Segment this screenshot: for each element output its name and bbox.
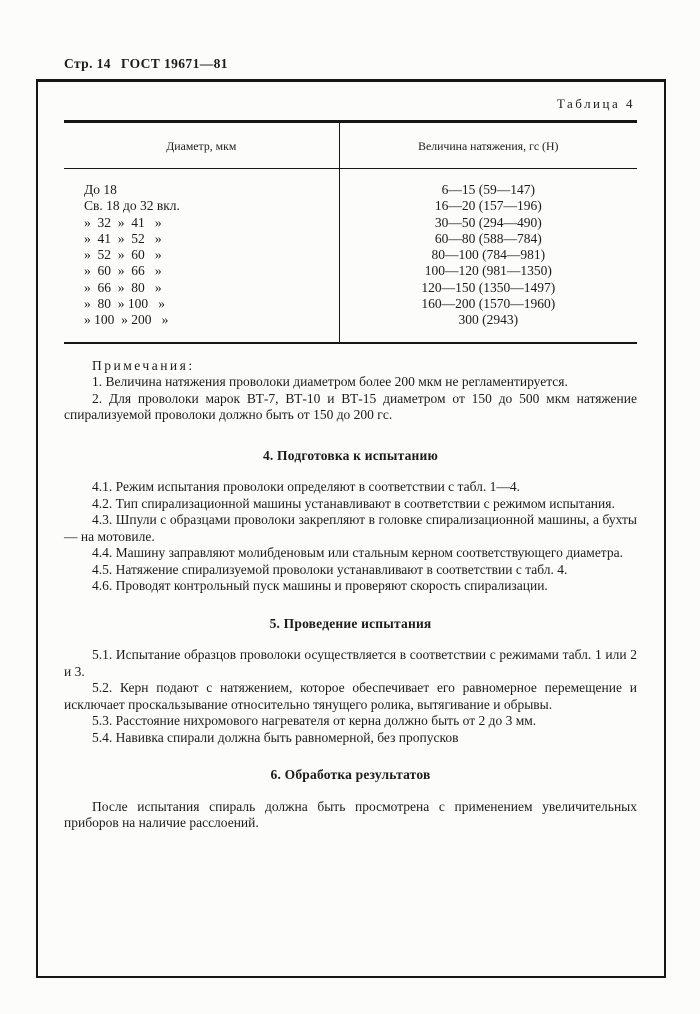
paragraph: 4.4. Машину заправляют молибденовым или стальным керном соответствующего диаметра. xyxy=(92,545,623,561)
left-frame-rule xyxy=(36,79,38,978)
cell-diameter: » 60 » 66 » xyxy=(64,263,339,279)
cell-diameter: Св. 18 до 32 вкл. xyxy=(64,198,339,214)
table-row xyxy=(64,198,637,214)
column-header-tension: Величина натяжения, гс (Н) xyxy=(339,121,637,169)
notes-title: Примечания: xyxy=(92,357,195,373)
standard-number-label: ГОСТ 19671—81 xyxy=(120,56,228,71)
cell-tension: 16—20 (157—196) xyxy=(434,198,542,214)
cell-diameter: » 32 » 41 » xyxy=(64,215,339,231)
cell-diameter: До 18 xyxy=(64,169,339,199)
cell-tension: 120—150 (1350—1497) xyxy=(421,279,556,295)
cell-diameter: » 41 » 52 » xyxy=(64,231,339,247)
page-number-label: Стр. 14 xyxy=(64,56,111,71)
table-row xyxy=(64,280,637,296)
table-header-row xyxy=(64,121,637,169)
cell-tension: 100—120 (981—1350) xyxy=(424,263,552,279)
table-caption: Таблица 4 xyxy=(556,96,635,111)
column-header-diameter: Диаметр, мкм xyxy=(64,121,339,169)
paragraph: 4.3. Шпули с образцами проволоки закрепляют в головке спирализационной машины, а бухты — на мотовиле. xyxy=(64,512,637,544)
page-header xyxy=(64,56,228,72)
section-heading-preparation: 4. Подготовка к испытанию xyxy=(262,447,439,463)
paragraph: 4.6. Проводят контрольный пуск машины и проверяют скорость спирализации. xyxy=(92,578,548,594)
paragraph: 5.3. Расстояние нихромового нагревателя от керна должно быть от 2 до 3 мм. xyxy=(92,713,537,729)
paragraph: 5.4. Навивка спирали должна быть равномерной, без пропусков xyxy=(92,729,459,745)
table-row xyxy=(64,169,637,199)
table-row xyxy=(64,215,637,231)
table-row xyxy=(64,312,637,342)
cell-tension: 30—50 (294—490) xyxy=(434,214,542,230)
paragraph: 4.5. Натяжение спирализуемой проволоки устанавливают в соответствии с табл. 4. xyxy=(92,561,568,577)
paragraph: 4.2. Тип спирализационной машины устанавливают в соответствии с режимом испытания. xyxy=(92,495,615,511)
cell-diameter: » 52 » 60 » xyxy=(64,247,339,263)
table-row xyxy=(64,231,637,247)
bottom-rule xyxy=(36,976,666,978)
paragraph: 4.1. Режим испытания проволоки определяют в соответствии с табл. 1—4. xyxy=(92,479,520,495)
cell-diameter: » 66 » 80 » xyxy=(64,280,339,296)
paragraph: После испытания спираль должна быть просмотрена с применением увеличительных приборов на наличие расслоений. xyxy=(64,798,637,831)
section-heading-testing: 5. Проведение испытания xyxy=(269,615,432,631)
cell-tension: 60—80 (588—784) xyxy=(434,230,542,246)
top-rule xyxy=(36,79,666,82)
cell-tension: 160—200 (1570—1960) xyxy=(421,296,556,312)
cell-diameter: » 100 » 200 » xyxy=(64,312,339,342)
cell-tension: 300 (2943) xyxy=(458,312,519,328)
cell-tension: 6—15 (59—147) xyxy=(441,182,535,197)
table-row xyxy=(64,263,637,279)
cell-diameter: » 80 » 100 » xyxy=(64,296,339,312)
tension-table xyxy=(64,120,637,344)
table-row xyxy=(64,296,637,312)
cell-tension: 80—100 (784—981) xyxy=(431,247,546,263)
paragraph: 5.1. Испытание образцов проволоки осуществляется в соответствии с режимами табл. 1 или 2 и 3. xyxy=(64,647,637,679)
note-item: 1. Величина натяжения проволоки диаметром более 200 мкм не регламентируется. xyxy=(92,374,568,390)
section-heading-results: 6. Обработка результатов xyxy=(270,767,431,783)
page-content xyxy=(64,96,637,832)
notes-block xyxy=(64,358,637,424)
table-row xyxy=(64,247,637,263)
right-frame-rule xyxy=(664,79,666,978)
note-item: 2. Для проволоки марок ВТ-7, ВТ-10 и ВТ-15 диаметром от 150 до 500 мкм натяжение спирализуемой проволоки должно быть от 150 до 200 гс. xyxy=(64,390,637,423)
paragraph: 5.2. Керн подают с натяжением, которое обеспечивает его равномерное перемещение и исключает проскальзывание относительно тянущего ролика, вытягивание и обрывы. xyxy=(64,680,637,712)
